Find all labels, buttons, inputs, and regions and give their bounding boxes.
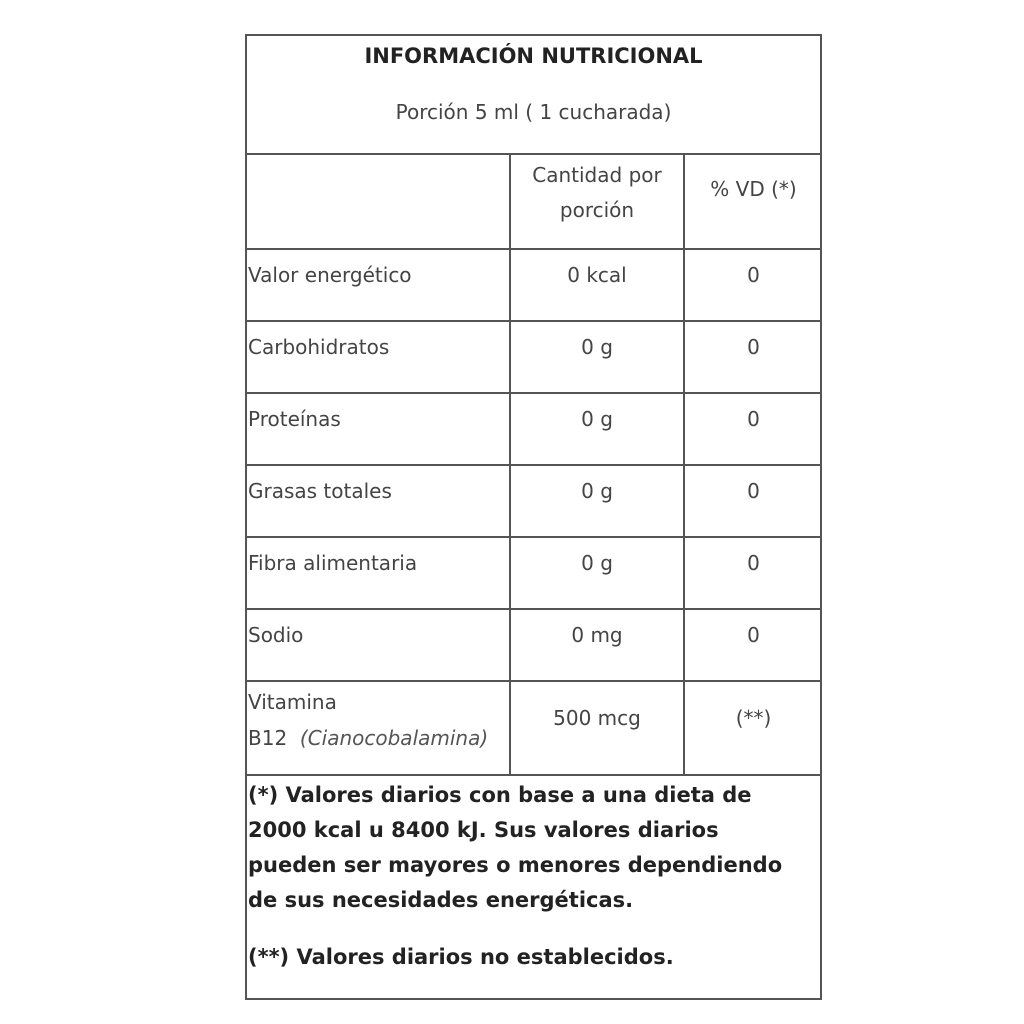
nutrient-dv: 0: [747, 551, 760, 575]
footnote-not-established: (**) Valores diarios no establecidos.: [248, 945, 674, 969]
table-row: [247, 466, 820, 538]
table-row: [247, 610, 820, 682]
table-row: [247, 682, 820, 776]
amount-column-header: [511, 155, 685, 248]
nutrient-name-line2: [248, 720, 509, 756]
nutrient-name-italic: (Cianocobalamina): [299, 726, 489, 750]
nutrient-amount: 0 mg: [511, 610, 685, 680]
nutrition-facts-table: [245, 34, 822, 1000]
nutrient-name: Proteínas: [247, 394, 511, 464]
nutrient-dv: 0: [747, 263, 760, 287]
nutrient-dv: (**): [735, 706, 772, 730]
footnote-daily-values: (*) Valores diarios con base a una dieta de 2000 kcal u 8400 kJ. Sus valores diarios pueden ser mayores o menores dependiendo de sus necesidades energéticas.: [248, 783, 783, 912]
nutrient-name-b12: B12: [248, 726, 288, 750]
nutrient-name: Fibra alimentaria: [247, 538, 511, 608]
column-header-row: [247, 155, 820, 250]
portion-size: Porción 5 ml ( 1 cucharada): [395, 100, 672, 124]
table-row: [247, 322, 820, 394]
nutrient-amount: 0 g: [511, 466, 685, 536]
table-title: INFORMACIÓN NUTRICIONAL: [364, 44, 703, 68]
footnotes: [247, 776, 820, 1000]
nutrient-amount: 0 g: [511, 322, 685, 392]
nutrient-amount: 0 g: [511, 538, 685, 608]
nutrient-amount: 0 kcal: [511, 250, 685, 320]
amount-header-line2: porción: [559, 198, 635, 222]
dv-column-header: % VD (*): [710, 177, 797, 201]
nutrient-name: Valor energético: [247, 250, 511, 320]
nutrient-dv: 0: [747, 407, 760, 431]
table-row: [247, 394, 820, 466]
nutrient-dv: 0: [747, 623, 760, 647]
nutrient-name-line1: Vitamina: [248, 690, 337, 714]
nutrient-name: [247, 682, 511, 774]
table-row: [247, 538, 820, 610]
table-row: [247, 250, 820, 322]
nutrient-amount: 0 g: [511, 394, 685, 464]
nutrient-name: Sodio: [247, 610, 511, 680]
nutrient-amount: 500 mcg: [511, 682, 685, 774]
nutrient-name: Grasas totales: [247, 466, 511, 536]
nutrient-name: Carbohidratos: [247, 322, 511, 392]
table-header: [247, 36, 820, 155]
empty-header-cell: [247, 155, 511, 248]
nutrient-dv: 0: [747, 335, 760, 359]
amount-header-line1: Cantidad por: [532, 163, 662, 187]
nutrient-dv: 0: [747, 479, 760, 503]
